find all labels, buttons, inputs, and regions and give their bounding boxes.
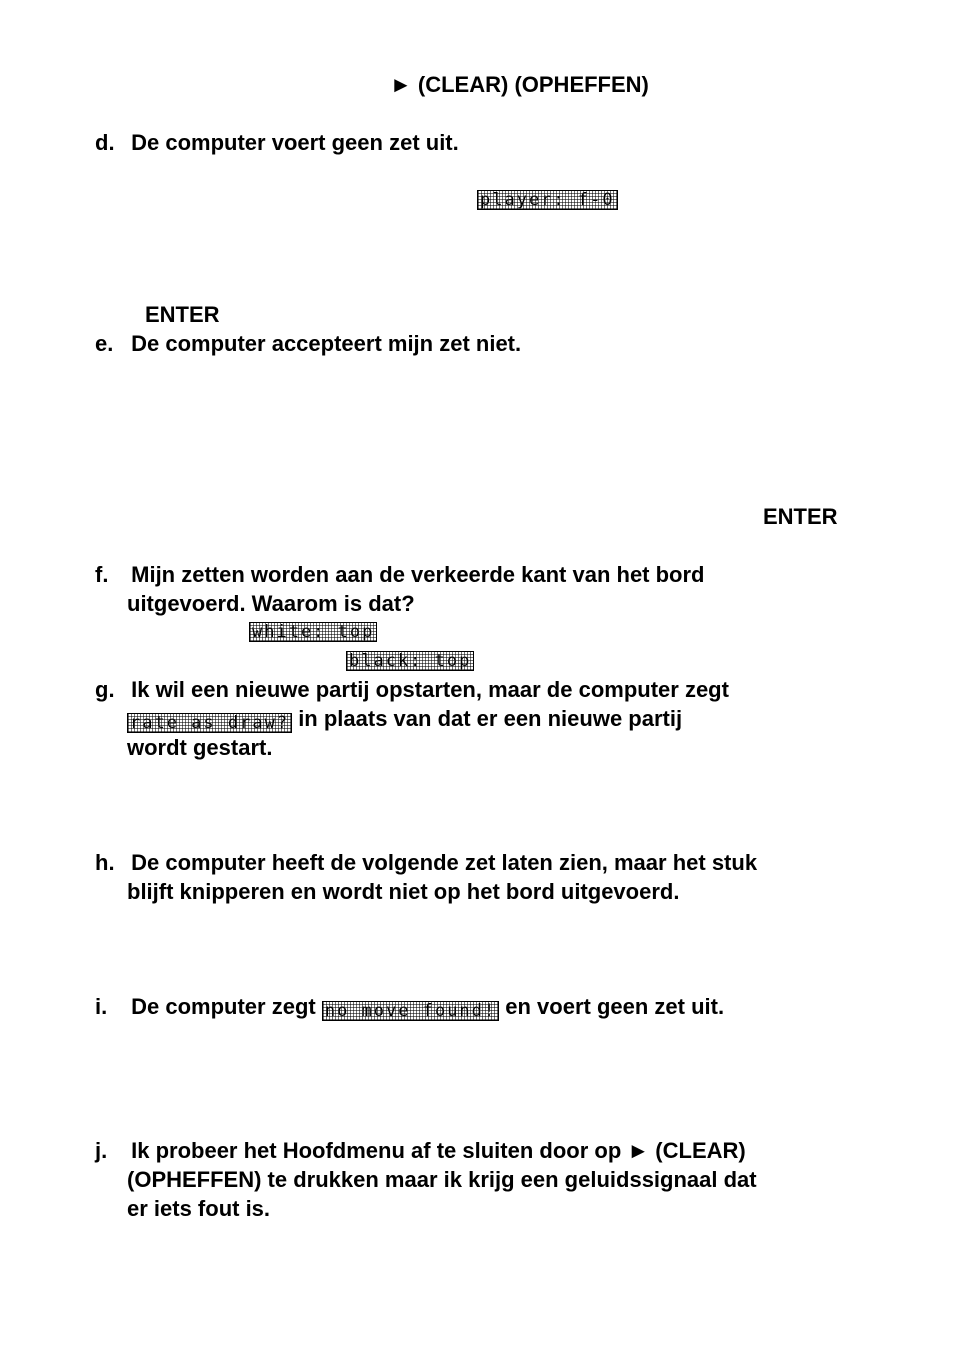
lcd-display: player: f-0: [477, 190, 618, 210]
item-text-post: en voert geen zet uit.: [505, 994, 725, 1019]
lcd-display: no move found!: [322, 1001, 499, 1021]
item-g: [95, 675, 729, 704]
lcd-display: black: top: [346, 651, 474, 671]
enter-key-label-2: ENTER: [763, 504, 838, 529]
arrow-right-icon: ►: [390, 72, 412, 97]
item-label: e.: [95, 331, 114, 356]
item-h-line2: blijft knipperen en wordt niet op het bord uitgevoerd.: [127, 879, 680, 904]
enter-key-label: ENTER: [145, 302, 220, 327]
item-label: i.: [95, 994, 108, 1019]
clear-instruction: [390, 70, 649, 99]
lcd-player: [477, 190, 618, 210]
item-text: De computer accepteert mijn zet niet.: [131, 331, 522, 356]
item-j-line2: (OPHEFFEN) te drukken maar ik krijg een geluidssignaal dat: [127, 1167, 757, 1192]
item-label: f.: [95, 562, 109, 587]
item-text-line1: Mijn zetten worden aan de verkeerde kant van het bord: [131, 562, 705, 587]
item-text-line1-post: (CLEAR): [655, 1138, 746, 1163]
item-j-line3: er iets fout is.: [127, 1196, 271, 1221]
lcd-display: rate as draw?: [127, 713, 292, 733]
item-d: [95, 128, 459, 157]
item-g-line3: wordt gestart.: [127, 735, 273, 760]
item-text-line1-pre: Ik probeer het Hoofdmenu af te sluiten door op: [131, 1138, 622, 1163]
arrow-right-icon: ►: [627, 1138, 650, 1163]
lcd-white-top: [249, 622, 377, 642]
item-i: [95, 992, 724, 1021]
item-text: De computer voert geen zet uit.: [131, 130, 459, 155]
item-g-line2: [127, 704, 682, 733]
item-text-line2: in plaats van dat er een nieuwe partij: [298, 706, 683, 731]
item-label: h.: [95, 850, 115, 875]
lcd-black-top: [346, 651, 474, 671]
item-text-line1: De computer heeft de volgende zet laten zien, maar het stuk: [131, 850, 758, 875]
item-e: [95, 329, 521, 358]
lcd-display: white: top: [249, 622, 377, 642]
item-text-pre: De computer zegt: [131, 994, 316, 1019]
item-h: [95, 848, 757, 877]
clear-label: (CLEAR) (OPHEFFEN): [417, 72, 649, 97]
item-label: g.: [95, 677, 115, 702]
item-f: [95, 560, 705, 589]
item-label: j.: [95, 1138, 108, 1163]
item-j: [95, 1136, 746, 1165]
item-f-line2: uitgevoerd. Waarom is dat?: [127, 591, 415, 616]
item-text-line1: Ik wil een nieuwe partij opstarten, maar de computer zegt: [131, 677, 729, 702]
item-label: d.: [95, 130, 115, 155]
